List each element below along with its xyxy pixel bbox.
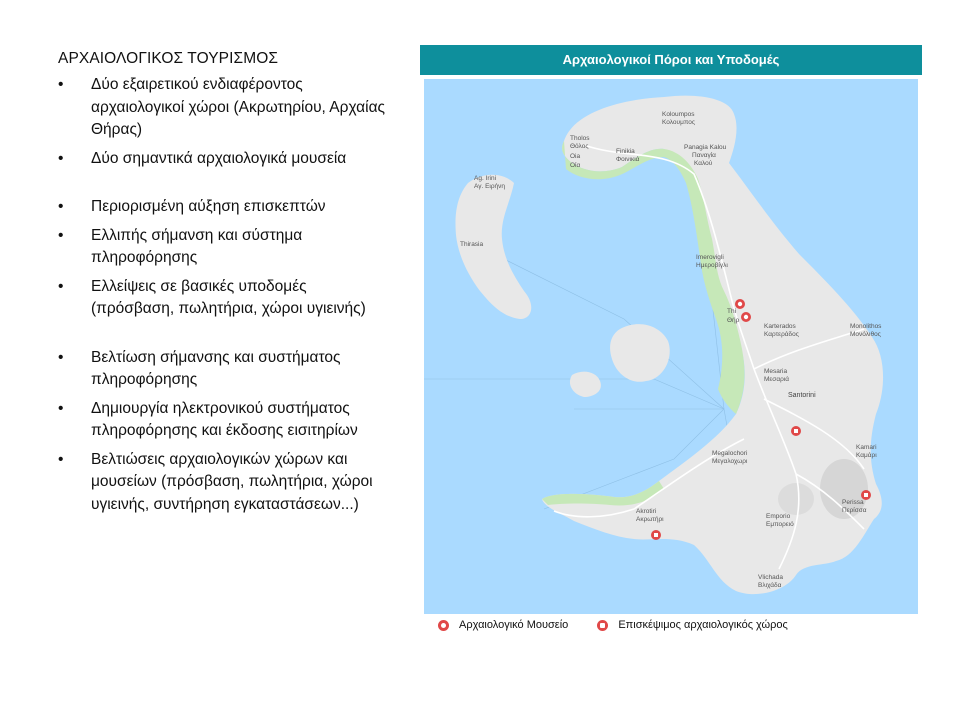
site-marker[interactable] <box>861 490 871 500</box>
label-imerovigli: Imerovigli <box>696 254 724 261</box>
site-marker[interactable] <box>791 426 801 436</box>
label-monolithos: Monolithos <box>850 323 882 330</box>
label-karterados-gr: Καρτεράδος <box>764 331 799 338</box>
label-finikia: Finikia <box>616 148 635 155</box>
label-emporio: Emporio <box>766 513 791 520</box>
map-title-bar: Αρχαιολογικοί Πόροι και Υποδομές <box>420 45 922 75</box>
label-vlichada: Vlichada <box>758 574 783 581</box>
label-fira: Thi <box>727 308 737 315</box>
label-panagia: Panagia Kalou <box>684 144 727 151</box>
label-megalochori: Megalochori <box>712 450 748 457</box>
legend-museum <box>438 619 568 631</box>
label-santorini: Santorini <box>788 392 816 399</box>
label-panagia-gr2: Καλού <box>694 160 713 167</box>
santorini-map <box>424 79 918 614</box>
bullet-list-weaknesses <box>58 196 388 321</box>
bullet-item: • Βελτίωση σήμανσης και συστήματος πληροφόρησης <box>58 347 388 392</box>
label-akrotiri: Akrotiri <box>636 508 657 515</box>
label-akrotiri-gr: Ακρωτήρι <box>636 516 664 523</box>
museum-marker[interactable] <box>735 299 745 309</box>
page-heading: ΑΡΧΑΙΟΛΟΓΙΚΟΣ ΤΟΥΡΙΣΜΟΣ <box>58 50 279 67</box>
legend-museum-label: Αρχαιολογικό Μουσείο <box>459 619 569 631</box>
label-megalochori-gr: Μεγαλοχωρι <box>712 458 748 465</box>
label-oia-gr: Οία <box>570 162 581 169</box>
label-finikia-gr: Φοινικιά <box>616 156 640 163</box>
bullet-item: • Ελλείψεις σε βασικές υποδομές (πρόσβαση, πωλητήρια, χώροι υγιεινής) <box>58 276 388 321</box>
label-kamari: Kamari <box>856 444 877 451</box>
label-fira-gr: Θήρ <box>727 317 740 324</box>
label-vlichada-gr: Βλιχάδα <box>758 582 782 589</box>
label-imerovigli-gr: Ημεροβίγλι <box>696 262 728 269</box>
label-mesaria: Mesaria <box>764 368 788 375</box>
bullet-list-actions <box>58 347 388 517</box>
label-panagia-gr: Παναγία <box>692 152 716 159</box>
label-karterados: Karterados <box>764 323 796 330</box>
label-monolithos-gr: Μονόλιθος <box>850 331 881 338</box>
bullet-item: • Δημιουργία ηλεκτρονικού συστήματος πληροφόρησης και έκδοσης εισιτηρίων <box>58 398 388 443</box>
label-kamari-gr: Καμάρι <box>856 452 877 459</box>
label-oia: Oia <box>570 153 581 160</box>
bullet-item: • Ελλιπής σήμανση και σύστημα πληροφόρησης <box>58 225 388 270</box>
legend-site-label: Επισκέψιμος αρχαιολογικός χώρος <box>618 619 788 631</box>
mountain-shade <box>778 483 814 515</box>
map-legend <box>438 619 814 634</box>
label-thirasia: Thirasia <box>460 241 484 248</box>
label-koloumpos-gr: Κολουμπος <box>662 119 695 126</box>
museum-marker[interactable] <box>741 312 751 322</box>
text-panel <box>58 50 388 522</box>
label-perissa-gr: Περίσσα <box>842 507 867 514</box>
museum-marker-icon <box>438 620 449 631</box>
bullet-list-strengths <box>58 74 388 170</box>
site-marker-icon <box>597 620 608 631</box>
label-irini-gr: Αγ. Ειρήνη <box>474 183 506 190</box>
label-tholos: Tholos <box>570 135 590 142</box>
label-mesaria-gr: Μεσαριά <box>764 376 789 383</box>
bullet-item: • Δύο εξαιρετικού ενδιαφέροντος αρχαιολογικοί χώροι (Ακρωτηρίου, Αρχαίας Θήρας) <box>58 74 388 142</box>
label-tholos-gr: Θόλος <box>570 143 589 150</box>
label-emporio-gr: Εμπορειό <box>766 521 794 528</box>
label-perissa: Perissa <box>842 499 864 506</box>
label-koloumpos: Koloumpos <box>662 111 695 118</box>
bullet-item: • Δύο σημαντικά αρχαιολογικά μουσεία <box>58 148 388 171</box>
bullet-item: • Περιορισμένη αύξηση επισκεπτών <box>58 196 388 219</box>
label-irini: Ag. Irini <box>474 175 497 182</box>
site-marker[interactable] <box>651 530 661 540</box>
bullet-item: • Βελτιώσεις αρχαιολογικών χώρων και μουσείων (πρόσβαση, πωλητήρια, χώροι υγιεινής, συντήρηση εγκαταστάσεων...) <box>58 449 388 517</box>
legend-site <box>597 619 787 631</box>
